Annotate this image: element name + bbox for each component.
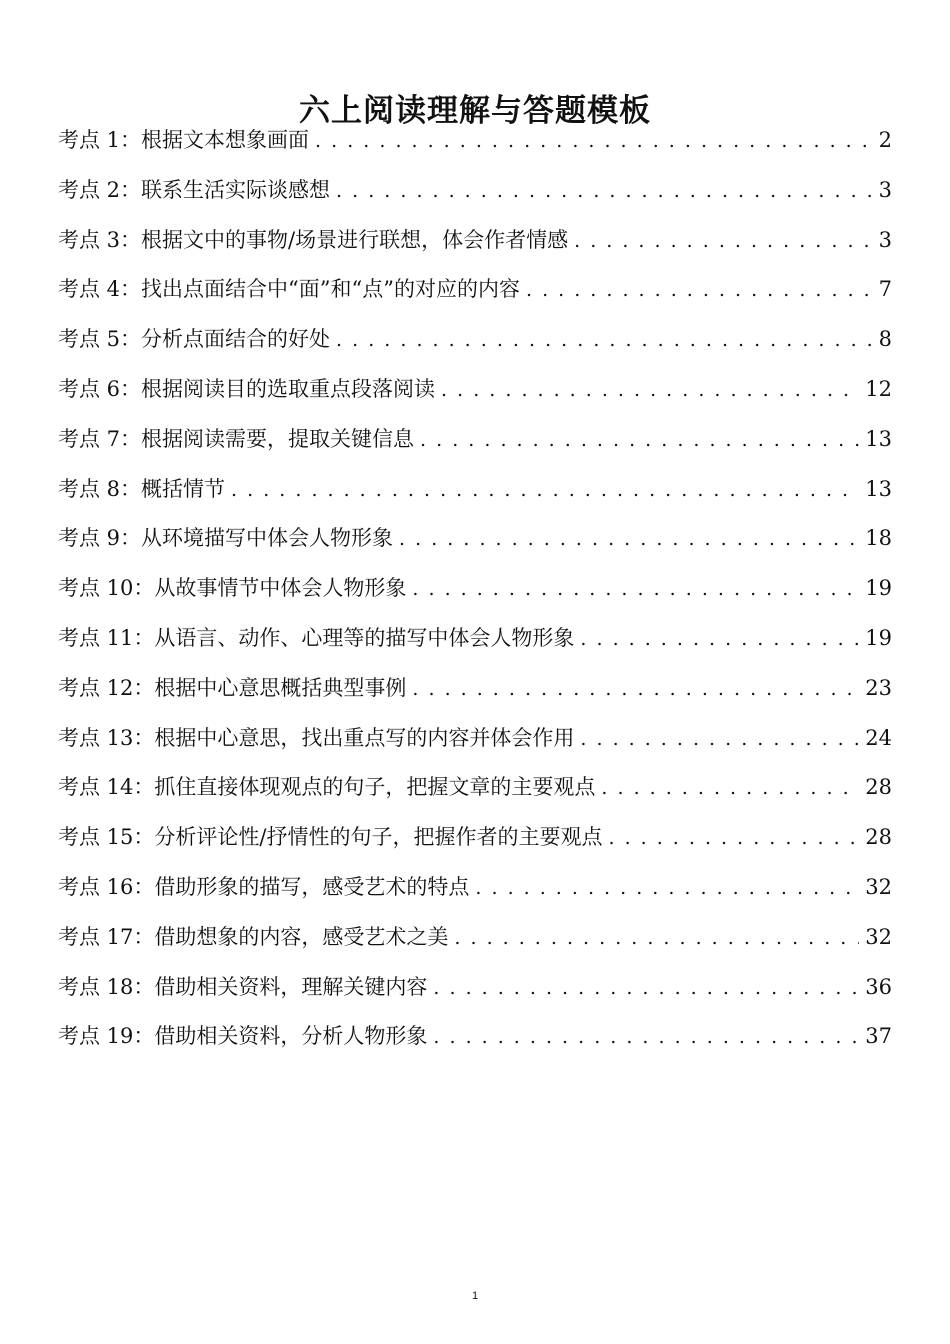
toc-entry-label: 考点 15：分析评论性/抒情性的句子，把握作者的主要观点 (58, 825, 603, 850)
toc-leader-dots (315, 117, 873, 167)
toc-entry-page: 28 (865, 825, 892, 850)
table-of-contents (58, 116, 892, 1062)
toc-entry-page: 36 (865, 974, 892, 999)
toc-leader-dots (441, 366, 859, 416)
toc-entry-label: 考点 19：借助相关资料，分析人物形象 (58, 1024, 428, 1049)
toc-entry[interactable] (58, 116, 892, 166)
toc-entry-label: 考点 4：找出点面结合中“面”和“点”的对应的内容 (58, 277, 520, 302)
toc-entry-page: 3 (878, 177, 892, 202)
toc-entry-page: 19 (865, 576, 892, 601)
toc-entry[interactable] (58, 813, 892, 863)
toc-entry-page: 19 (865, 625, 892, 650)
toc-entry-label: 考点 13：根据中心意思，找出重点写的内容并体会作用 (58, 725, 575, 750)
toc-entry-label: 考点 6：根据阅读目的选取重点段落阅读 (58, 376, 436, 401)
toc-entry-page: 8 (878, 327, 892, 352)
toc-leader-dots (454, 914, 859, 964)
toc-entry[interactable] (58, 265, 892, 315)
toc-entry[interactable] (58, 763, 892, 813)
toc-entry[interactable] (58, 216, 892, 266)
toc-entry-page: 13 (865, 476, 892, 501)
toc-entry-label: 考点 7：根据阅读需要，提取关键信息 (58, 426, 415, 451)
toc-entry-label: 考点 18：借助相关资料，理解关键内容 (58, 974, 428, 999)
toc-entry-page: 13 (865, 426, 892, 451)
toc-entry-page: 32 (865, 924, 892, 949)
toc-entry-label: 考点 12：根据中心意思概括典型事例 (58, 675, 407, 700)
toc-entry[interactable] (58, 465, 892, 515)
toc-leader-dots (475, 864, 859, 914)
toc-entry-label: 考点 16：借助形象的描写，感受艺术的特点 (58, 874, 470, 899)
toc-entry-label: 考点 10：从故事情节中体会人物形象 (58, 576, 407, 601)
toc-entry[interactable] (58, 714, 892, 764)
toc-entry-page: 18 (865, 526, 892, 551)
toc-leader-dots (433, 964, 859, 1014)
toc-leader-dots (433, 1013, 859, 1063)
toc-entry-label: 考点 14：抓住直接体现观点的句子，把握文章的主要观点 (58, 775, 596, 800)
toc-entry[interactable] (58, 913, 892, 963)
toc-leader-dots (412, 565, 859, 615)
toc-leader-dots (574, 217, 873, 267)
toc-leader-dots (336, 316, 873, 366)
toc-leader-dots (412, 665, 859, 715)
toc-entry[interactable] (58, 365, 892, 415)
toc-entry-label: 考点 8：概括情节 (58, 476, 226, 501)
toc-entry[interactable] (58, 514, 892, 564)
page-number: 1 (471, 1290, 479, 1302)
toc-entry-label: 考点 11：从语言、动作、心理等的描写中体会人物形象 (58, 625, 575, 650)
toc-entry-page: 32 (865, 874, 892, 899)
toc-leader-dots (420, 416, 859, 466)
toc-entry-page: 28 (865, 775, 892, 800)
toc-entry-page: 2 (878, 128, 892, 152)
toc-entry[interactable] (58, 1012, 892, 1062)
toc-entry[interactable] (58, 315, 892, 365)
toc-leader-dots (526, 266, 873, 316)
toc-leader-dots (601, 764, 859, 814)
toc-entry-label: 考点 5：分析点面结合的好处 (58, 327, 331, 352)
toc-entry-label: 考点 17：借助想象的内容，感受艺术之美 (58, 924, 449, 949)
toc-entry-label: 考点 2：联系生活实际谈感想 (58, 177, 331, 202)
toc-entry[interactable] (58, 166, 892, 216)
toc-entry[interactable] (58, 963, 892, 1013)
toc-entry-label: 考点 3：根据文中的事物/场景进行联想，体会作者情感 (58, 227, 569, 252)
document-title: 六上阅读理解与答题模板 (299, 92, 651, 129)
toc-entry-page: 24 (865, 725, 892, 750)
toc-leader-dots (231, 466, 859, 516)
toc-entry-page: 7 (878, 277, 892, 302)
toc-entry-label: 考点 9：从环境描写中体会人物形象 (58, 526, 394, 551)
toc-leader-dots (580, 715, 859, 765)
toc-leader-dots (336, 167, 873, 217)
toc-entry[interactable] (58, 415, 892, 465)
toc-entry[interactable] (58, 664, 892, 714)
toc-entry[interactable] (58, 863, 892, 913)
toc-entry-label: 考点 1：根据文本想象画面 (58, 128, 310, 152)
toc-entry-page: 3 (878, 227, 892, 252)
toc-entry-page: 37 (865, 1024, 892, 1049)
toc-leader-dots (580, 615, 859, 665)
toc-leader-dots (399, 515, 859, 565)
toc-entry[interactable] (58, 614, 892, 664)
toc-entry-page: 12 (865, 376, 892, 401)
toc-leader-dots (608, 814, 859, 864)
toc-entry-page: 23 (865, 675, 892, 700)
toc-entry[interactable] (58, 564, 892, 614)
